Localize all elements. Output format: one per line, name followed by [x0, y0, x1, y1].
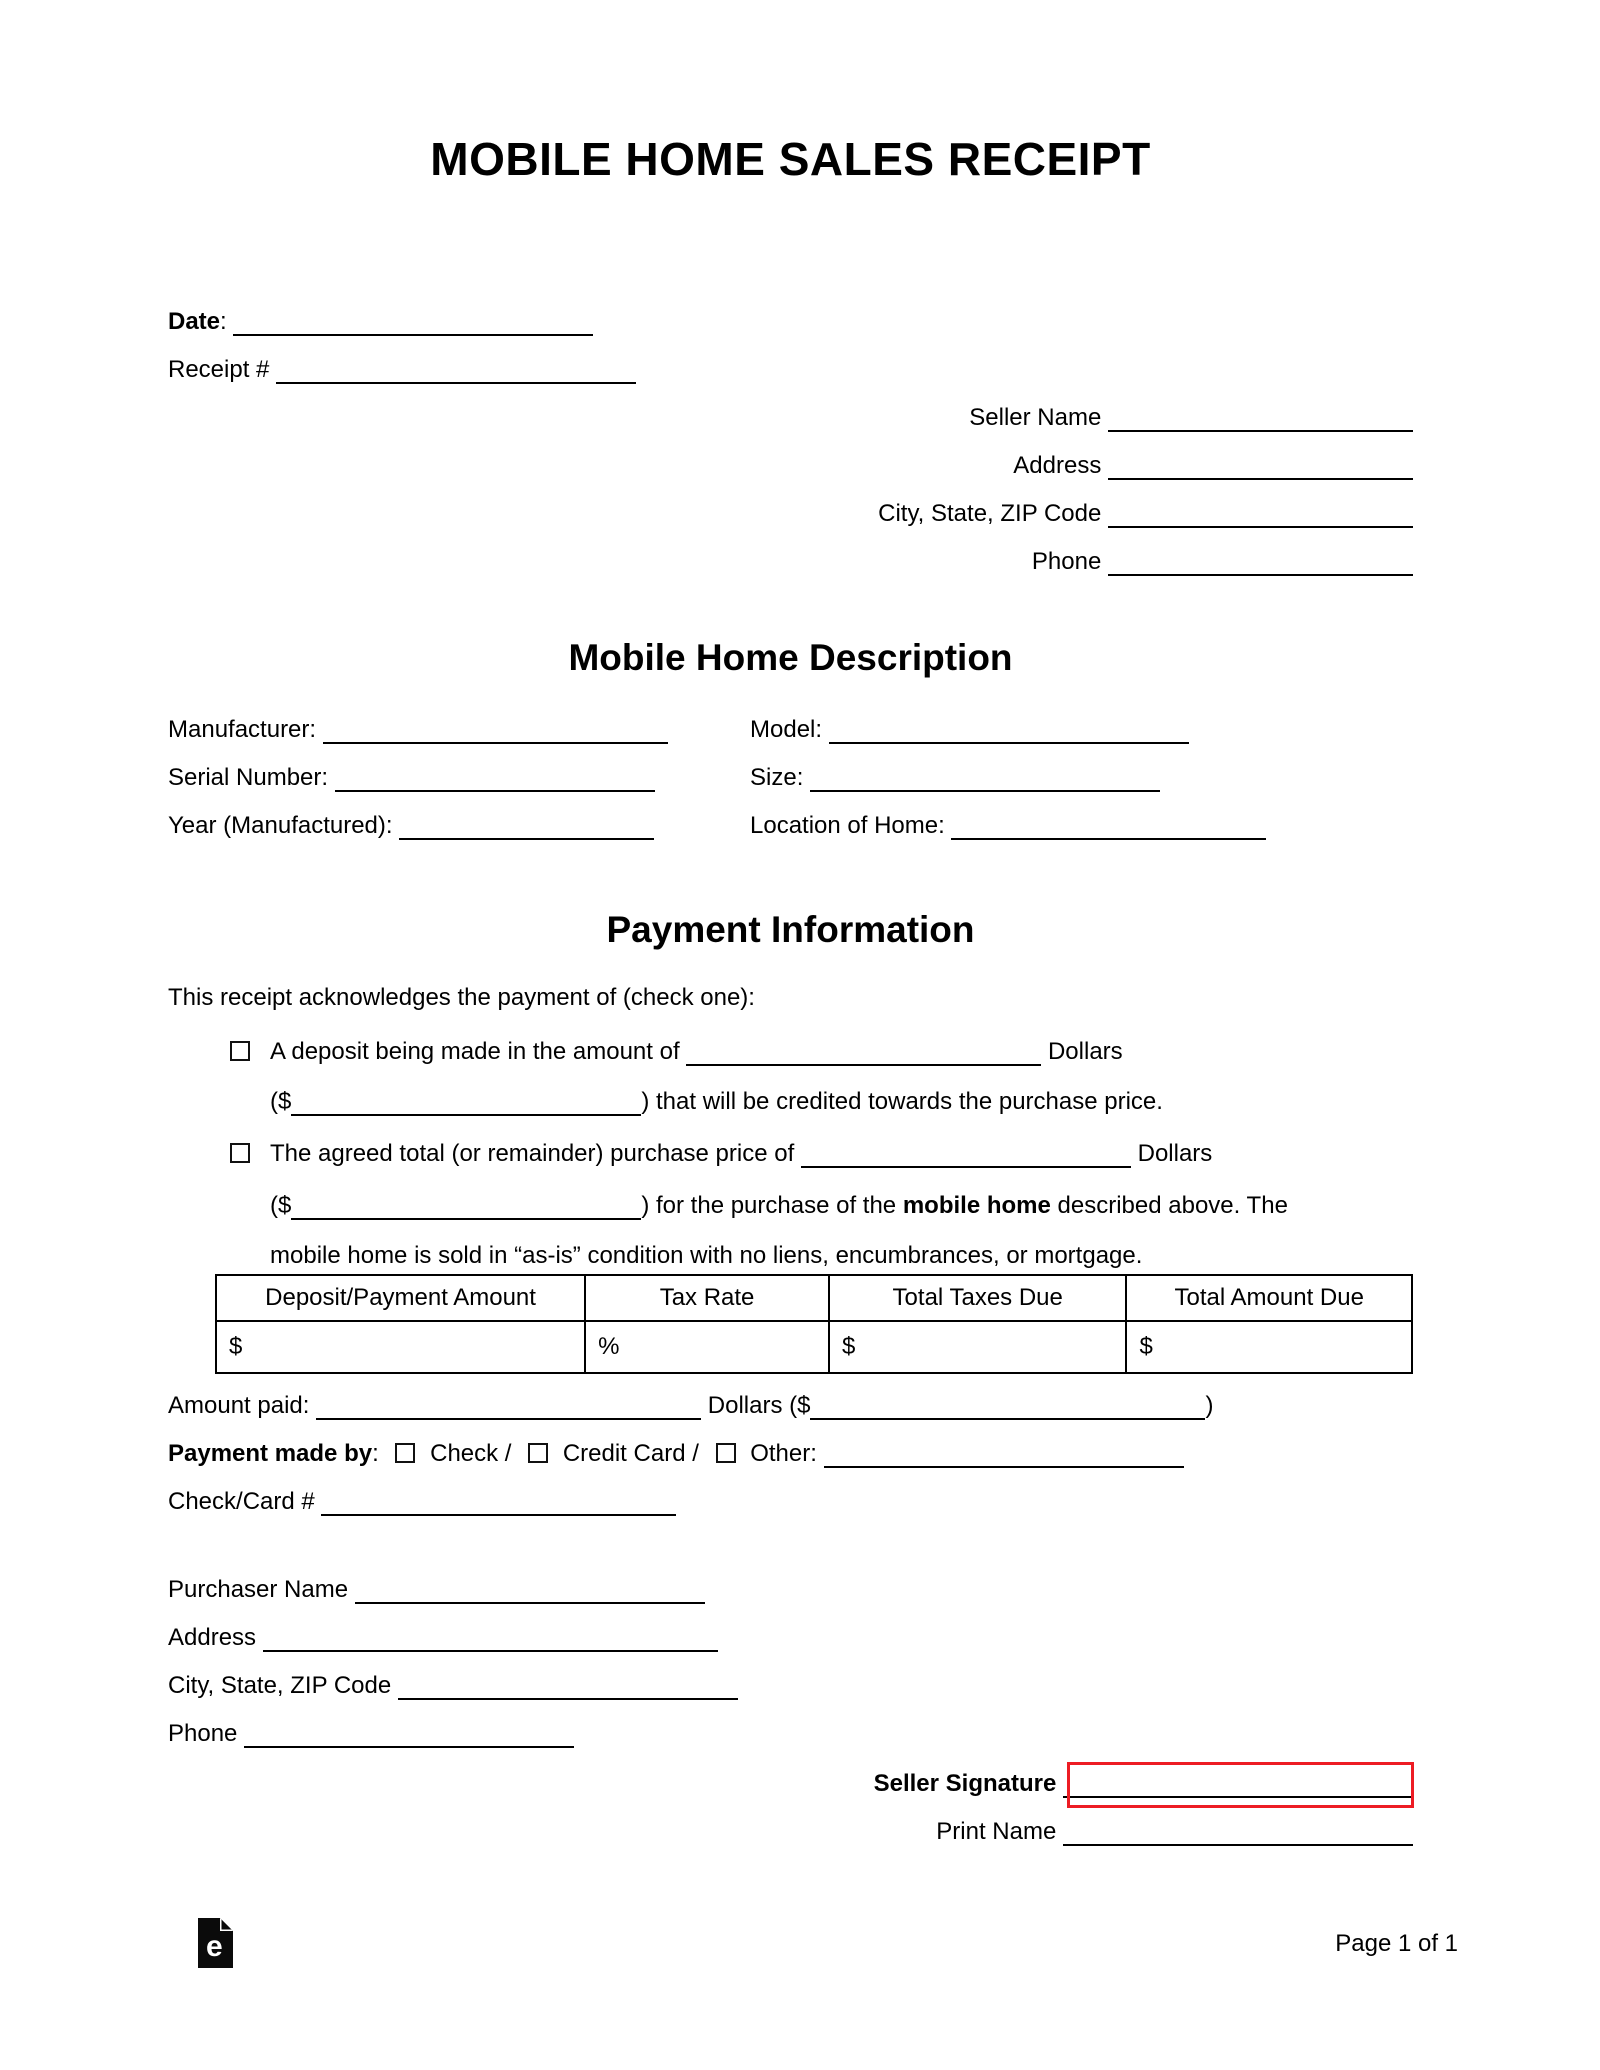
total-described-text: described above. The — [1057, 1192, 1288, 1219]
description-row — [168, 754, 1413, 802]
amount-paid-row — [168, 1382, 1413, 1430]
payment-heading: Payment Information — [606, 909, 975, 950]
purchaser-phone-blank — [244, 1716, 574, 1748]
receipt-number-row — [168, 346, 1413, 394]
year-blank — [399, 808, 654, 840]
seller-name-label: Seller Name — [969, 404, 1102, 431]
size-label: Size: — [750, 764, 804, 791]
deposit-option-line2 — [168, 1078, 1413, 1126]
purchaser-phone-label: Phone — [168, 1720, 238, 1747]
footer — [168, 1918, 1458, 1975]
seller-city-label: City, State, ZIP Code — [878, 500, 1102, 527]
deposit-dollar-blank — [291, 1084, 641, 1116]
total-dollar-blank — [291, 1188, 641, 1220]
total-purchase-text: ) for the purchase of the — [641, 1192, 897, 1219]
amount-paid-close-paren: ) — [1205, 1392, 1214, 1419]
other-checkbox — [716, 1443, 736, 1463]
purchaser-address-blank — [263, 1620, 718, 1652]
purchaser-name-label: Purchaser Name — [168, 1576, 349, 1603]
deposit-credited-text: ) that will be credited towards the purchase price. — [641, 1088, 1163, 1115]
total-text-pre: The agreed total (or remainder) purchase price of — [270, 1140, 795, 1167]
deposit-checkbox — [230, 1041, 250, 1061]
deposit-option-line1 — [168, 1028, 1413, 1076]
deposit-amount-blank — [686, 1034, 1041, 1066]
total-text-post: Dollars — [1137, 1140, 1213, 1167]
date-row — [168, 298, 1413, 346]
model-label: Model: — [750, 716, 823, 743]
seller-city-row — [168, 490, 1413, 538]
payment-made-by-row — [168, 1430, 1413, 1478]
table-cell-deposit: $ — [216, 1321, 585, 1373]
table-header-taxes-due: Total Taxes Due — [829, 1275, 1126, 1321]
purchaser-name-row — [168, 1566, 1413, 1614]
description-row — [168, 706, 1413, 754]
print-name-label: Print Name — [936, 1818, 1057, 1845]
seller-phone-blank — [1108, 544, 1413, 576]
check-checkbox — [395, 1443, 415, 1463]
other-blank — [824, 1436, 1184, 1468]
payment-table-header-row — [216, 1275, 1412, 1321]
credit-card-checkbox — [528, 1443, 548, 1463]
seller-phone-label: Phone — [1031, 548, 1102, 575]
payment-table — [215, 1274, 1413, 1374]
manufacturer-blank — [323, 712, 668, 744]
total-option-line1 — [168, 1130, 1413, 1178]
purchaser-city-label: City, State, ZIP Code — [168, 1672, 392, 1699]
amount-paid-blank — [316, 1388, 701, 1420]
table-cell-amount-due: $ — [1126, 1321, 1412, 1373]
logo-letter: e — [206, 1930, 223, 1963]
amount-paid-label: Amount paid: — [168, 1392, 310, 1419]
page-title: MOBILE HOME SALES RECEIPT — [430, 133, 1151, 185]
seller-address-row — [168, 442, 1413, 490]
purchaser-phone-row — [168, 1710, 1413, 1758]
location-blank — [951, 808, 1266, 840]
manufacturer-label: Manufacturer: — [168, 716, 317, 743]
date-label: Date — [168, 308, 221, 335]
date-blank — [233, 304, 593, 336]
seller-signature-label: Seller Signature — [873, 1770, 1057, 1797]
size-blank — [810, 760, 1160, 792]
seller-name-row — [168, 394, 1413, 442]
table-header-deposit: Deposit/Payment Amount — [216, 1275, 585, 1321]
total-option-line2 — [168, 1182, 1413, 1230]
model-blank — [829, 712, 1189, 744]
seller-signature-field[interactable] — [1063, 1760, 1413, 1808]
date-sep: : — [220, 308, 227, 335]
purchaser-address-row — [168, 1614, 1413, 1662]
purchaser-name-blank — [355, 1572, 705, 1604]
serial-number-blank — [335, 760, 655, 792]
table-header-amount-due: Total Amount Due — [1126, 1275, 1412, 1321]
table-cell-tax-rate: % — [585, 1321, 829, 1373]
year-label: Year (Manufactured): — [168, 812, 393, 839]
eforms-document-logo-icon — [198, 1918, 233, 1975]
seller-address-blank — [1108, 448, 1413, 480]
seller-info-block — [168, 394, 1413, 586]
deposit-paren-open: ($ — [270, 1088, 292, 1115]
check-label: Check / — [430, 1440, 512, 1467]
serial-number-label: Serial Number: — [168, 764, 329, 791]
receipt-number-blank — [276, 352, 636, 384]
total-paren-open: ($ — [270, 1192, 292, 1219]
credit-card-label: Credit Card / — [562, 1440, 699, 1467]
print-name-blank — [1063, 1814, 1413, 1846]
purchaser-city-blank — [398, 1668, 738, 1700]
amount-paid-dollars-label: Dollars ($ — [707, 1392, 811, 1419]
purchaser-info-block — [168, 1566, 1413, 1758]
mobile-home-bold-text: mobile home — [902, 1192, 1051, 1219]
table-header-tax-rate: Tax Rate — [585, 1275, 829, 1321]
signature-highlight-box — [1067, 1762, 1414, 1808]
location-label: Location of Home: — [750, 812, 945, 839]
payment-made-by-label: Payment made by — [168, 1440, 373, 1467]
payment-intro: This receipt acknowledges the payment of (check one): — [168, 984, 755, 1011]
check-card-label: Check/Card # — [168, 1488, 315, 1515]
check-card-row — [168, 1478, 1413, 1526]
description-row — [168, 802, 1413, 850]
check-card-blank — [321, 1484, 676, 1516]
amount-paid-dollar-blank — [810, 1388, 1205, 1420]
purchaser-address-label: Address — [168, 1624, 257, 1651]
page-number: Page 1 of 1 — [1335, 1930, 1458, 1957]
other-label: Other: — [750, 1440, 817, 1467]
table-cell-taxes-due: $ — [829, 1321, 1126, 1373]
deposit-text-pre: A deposit being made in the amount of — [270, 1038, 680, 1065]
receipt-number-label: Receipt # — [168, 356, 270, 383]
total-price-blank — [801, 1136, 1131, 1168]
deposit-text-post: Dollars — [1047, 1038, 1123, 1065]
description-grid — [168, 706, 1413, 850]
seller-name-blank — [1108, 400, 1413, 432]
seller-city-blank — [1108, 496, 1413, 528]
seller-address-label: Address — [1013, 452, 1102, 479]
payment-table-value-row — [216, 1321, 1412, 1373]
description-heading: Mobile Home Description — [568, 637, 1013, 678]
total-price-checkbox — [230, 1143, 250, 1163]
seller-signature-row — [168, 1760, 1413, 1808]
seller-phone-row — [168, 538, 1413, 586]
purchaser-city-row — [168, 1662, 1413, 1710]
payment-made-by-sep: : — [372, 1440, 379, 1467]
print-name-row — [168, 1808, 1413, 1856]
total-option-line3: mobile home is sold in “as-is” condition with no liens, encumbrances, or mortgage. — [270, 1242, 1143, 1269]
